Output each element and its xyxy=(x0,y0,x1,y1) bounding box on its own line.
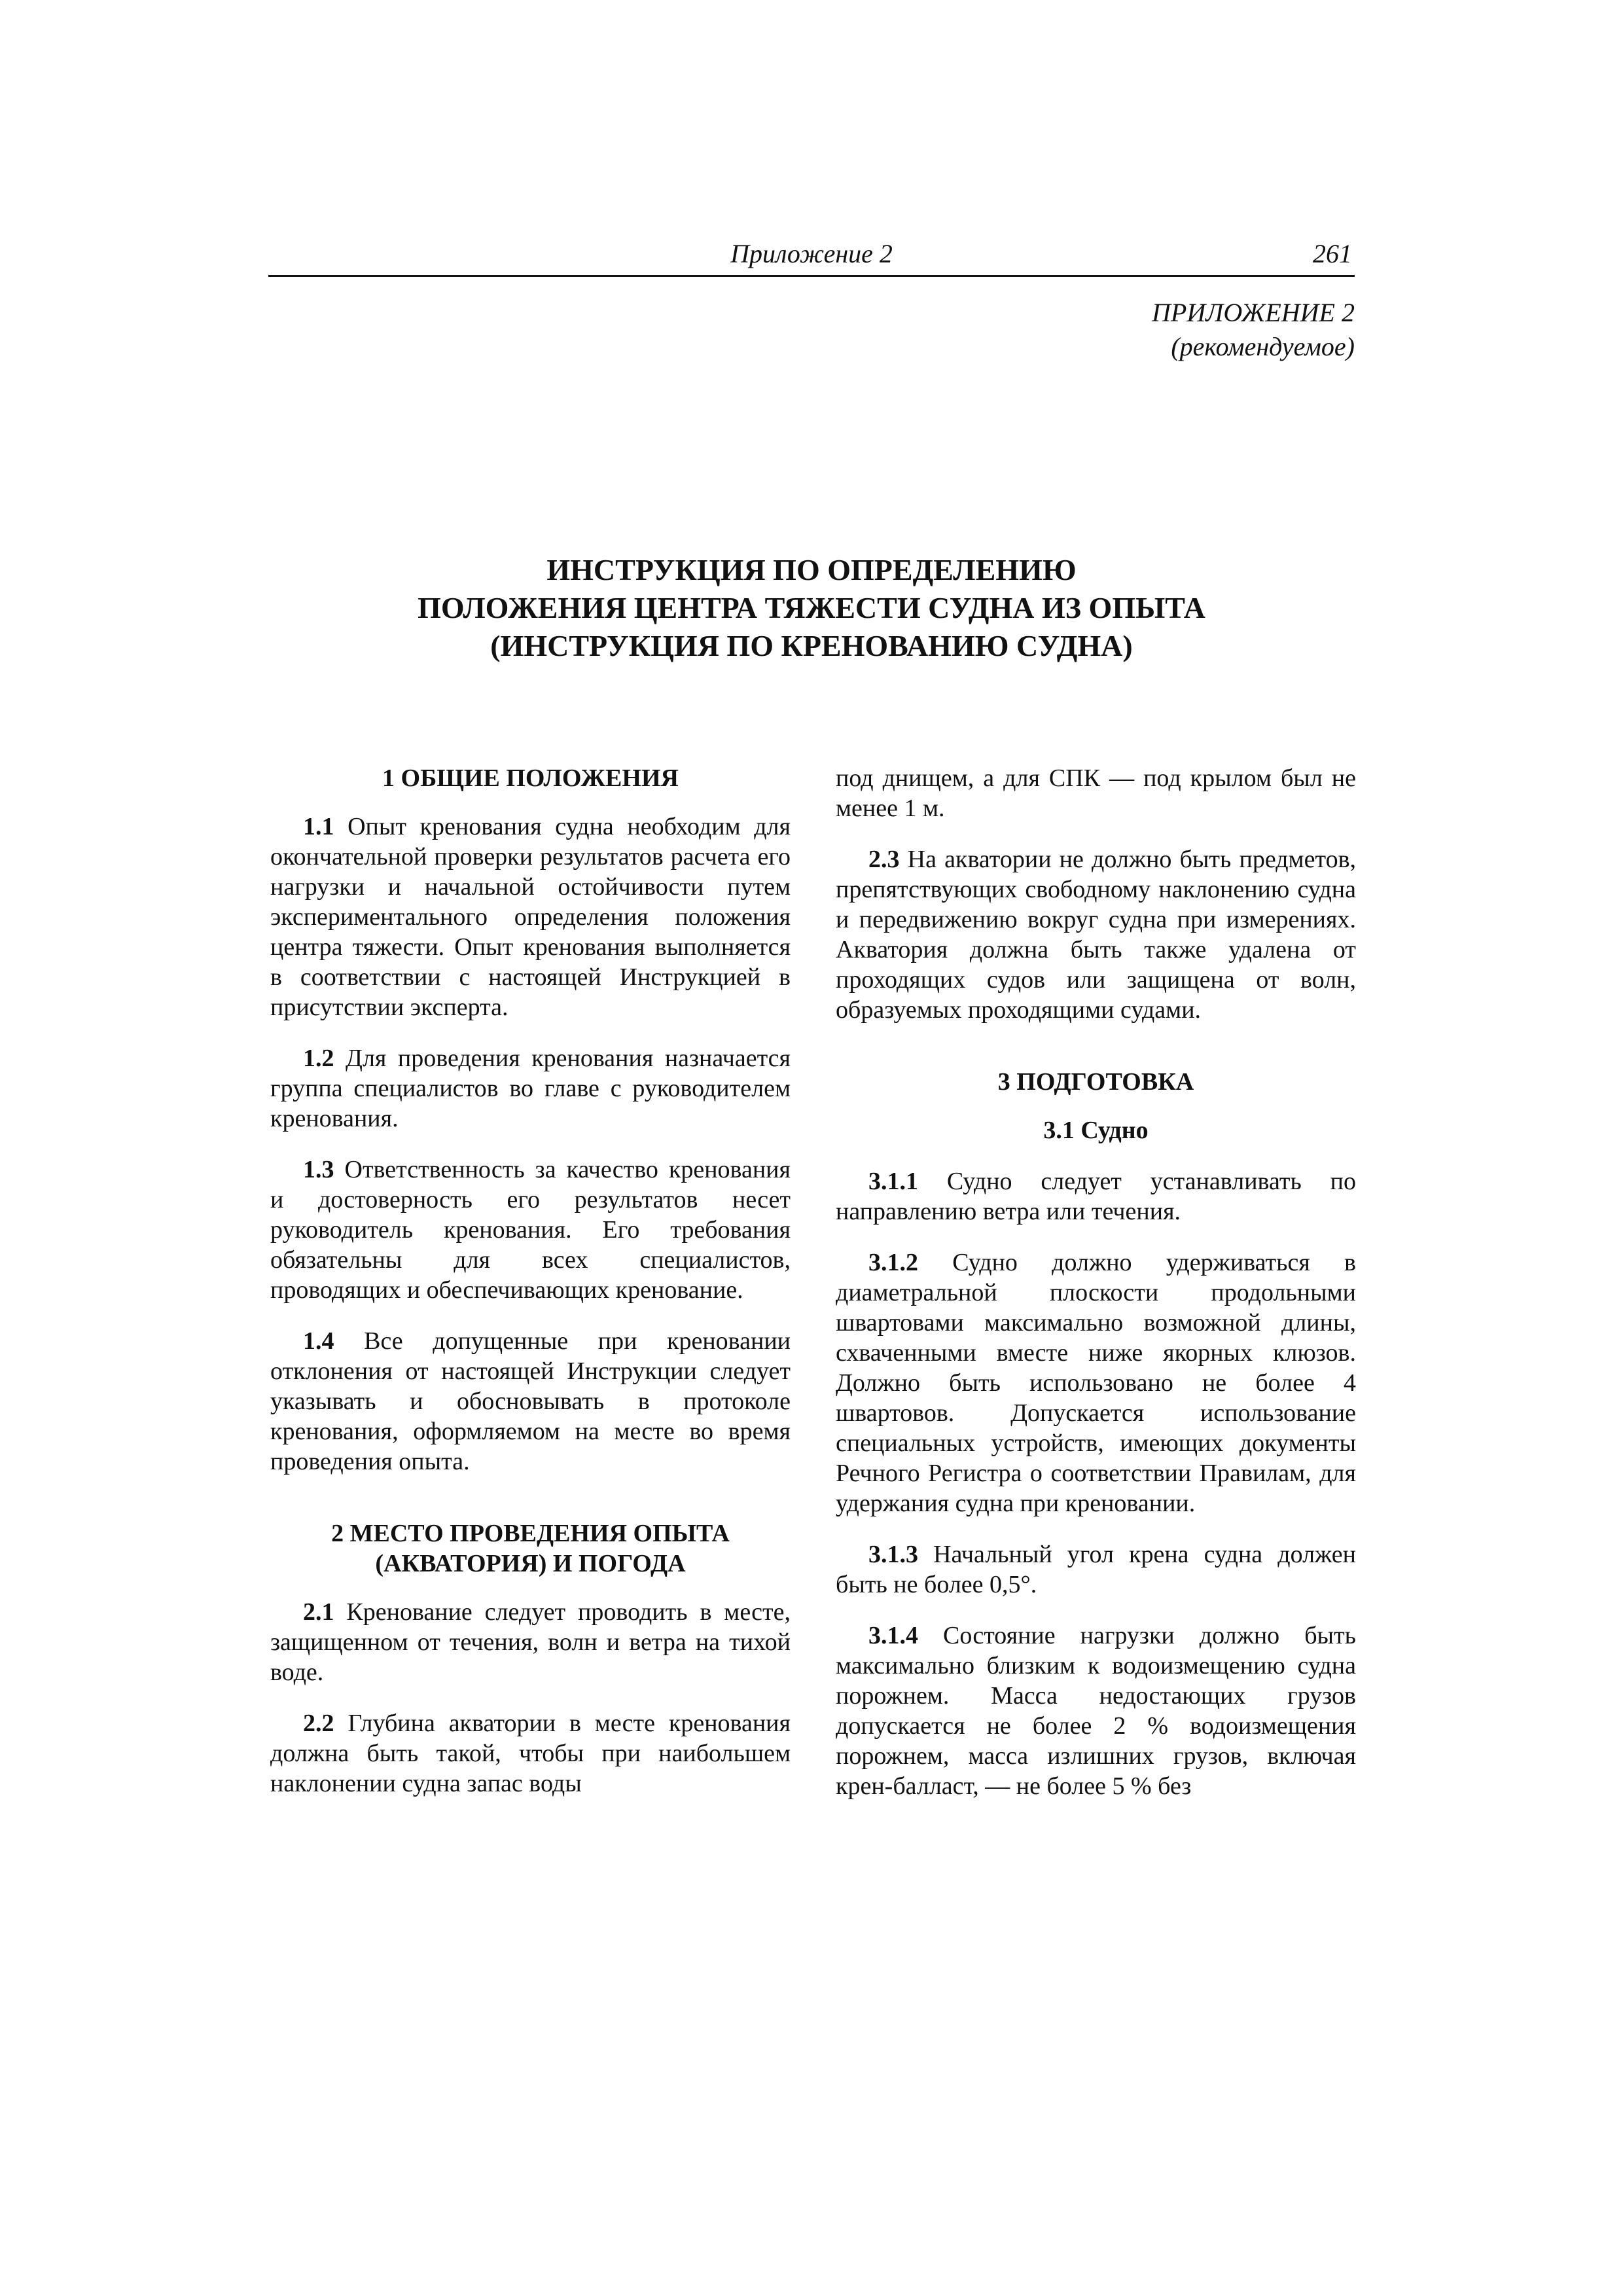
section-heading-2-line-1: 2 МЕСТО ПРОВЕДЕНИЯ ОПЫТА xyxy=(331,1520,730,1547)
appendix-label xyxy=(1152,296,1355,364)
clause-number: 3.1.1 xyxy=(868,1168,918,1195)
appendix-number: ПРИЛОЖЕНИЕ 2 xyxy=(1152,298,1355,327)
paragraph-1-4 xyxy=(270,1326,791,1477)
clause-number: 1.3 xyxy=(303,1156,334,1183)
clause-text: Глубина акватории в месте кренования должна быть такой, чтобы при наибольшем наклонении судна запас воды xyxy=(270,1710,791,1797)
title-line-3: (ИНСТРУКЦИЯ ПО КРЕНОВАНИЮ СУДНА) xyxy=(490,629,1133,662)
paragraph-1-3 xyxy=(270,1155,791,1305)
title-line-1: ИНСТРУКЦИЯ ПО ОПРЕДЕЛЕНИЮ xyxy=(546,553,1077,586)
clause-text: Ответственность за качество кренования и достоверность его результатов несет руководитель кренования. Его требования обязательны для всех специалистов, проводящих и обеспечивающих кренование. xyxy=(270,1156,791,1304)
clause-number: 3.1.2 xyxy=(868,1249,918,1276)
clause-text: Опыт кренования судна необходим для окончательной проверки результатов расчета его нагрузки и начальной остойчивости путем экспериментального определения положения центра тяжести. Опыт кренования выполняется в соответствии с настоящей Инструкцией в присутствии эксперта. xyxy=(270,813,791,1021)
running-header xyxy=(268,237,1355,277)
clause-text: Начальный угол крена судна должен быть не более 0,5°. xyxy=(836,1541,1356,1598)
paragraph-2-2-continued: под днищем, а для СПК — под крылом был не менее 1 м. xyxy=(836,764,1356,822)
title-line-2: ПОЛОЖЕНИЯ ЦЕНТРА ТЯЖЕСТИ СУДНА ИЗ ОПЫТА xyxy=(418,591,1205,624)
clause-number: 1.1 xyxy=(303,813,334,840)
paragraph-2-2 xyxy=(270,1708,791,1799)
clause-text: Судно должно удерживаться в диаметральной плоскости продольными швартовами максимально возможной длины, схваченными вместе ниже якорных клюзов. Должно быть использовано не более 4 швартовов. Допускается использование специальных устройств, имеющих документы Речного Регистра о соответствии Правилам, для удержания судна при креновании. xyxy=(836,1249,1356,1517)
clause-number: 2.1 xyxy=(303,1598,334,1626)
subsection-heading-3-1: 3.1 Судно xyxy=(1043,1117,1149,1144)
clause-number: 2.3 xyxy=(868,846,900,873)
paragraph-3-1-1 xyxy=(836,1166,1356,1227)
clause-text: Для проведения кренования назначается группа специалистов во главе с руководителем кренования. xyxy=(270,1045,791,1132)
section-heading-1: 1 ОБЩИЕ ПОЛОЖЕНИЯ xyxy=(382,764,679,792)
section-heading-2 xyxy=(270,1518,791,1579)
paragraph-3-1-2 xyxy=(836,1247,1356,1518)
clause-text: Все допущенные при креновании отклонения от настоящей Инструкции следует указывать и обосновывать в протоколе кренования, оформляемом на месте во время проведения опыта. xyxy=(270,1327,791,1475)
running-title: Приложение 2 xyxy=(730,239,893,268)
left-column xyxy=(270,763,791,1820)
clause-number: 1.2 xyxy=(303,1045,334,1072)
clause-number: 2.2 xyxy=(303,1710,334,1737)
clause-number: 3.1.3 xyxy=(868,1541,918,1568)
paragraph-3-1-4 xyxy=(836,1621,1356,1801)
clause-number: 1.4 xyxy=(303,1327,334,1355)
appendix-status: (рекомендуемое) xyxy=(1171,332,1355,361)
clause-number: 3.1.4 xyxy=(868,1622,918,1649)
paragraph-3-1-3 xyxy=(836,1539,1356,1600)
clause-text: На акватории не должно быть предметов, препятствующих свободному наклонению судна и передвижению вокруг судна при измерениях. Акватория должна быть также удалена от проходящих судов или защищена от волн, образуемых проходящими судами. xyxy=(836,846,1357,1024)
paragraph-1-2 xyxy=(270,1043,791,1134)
paragraph-2-1 xyxy=(270,1597,791,1687)
paragraph-1-1 xyxy=(270,812,791,1022)
clause-text: Судно следует устанавливать по направлению ветра или течения. xyxy=(836,1168,1356,1225)
right-column xyxy=(836,763,1356,1822)
section-heading-3: 3 ПОДГОТОВКА xyxy=(997,1068,1194,1096)
clause-text: Кренование следует проводить в месте, защищенном от течения, волн и ветра на тихой воде. xyxy=(270,1598,791,1686)
document-title xyxy=(268,551,1355,665)
paragraph-2-3 xyxy=(836,844,1356,1025)
section-heading-2-line-2: (АКВАТОРИЯ) И ПОГОДА xyxy=(375,1550,686,1577)
page-number: 261 xyxy=(1313,239,1352,268)
clause-text: Состояние нагрузки должно быть максимально близким к водоизмещению судна порожнем. Масса недостающих грузов допускается не более 2 % водоизмещения порожнем, масса излишних грузов, включая крен-балласт, — не более 5 % без xyxy=(836,1622,1357,1800)
